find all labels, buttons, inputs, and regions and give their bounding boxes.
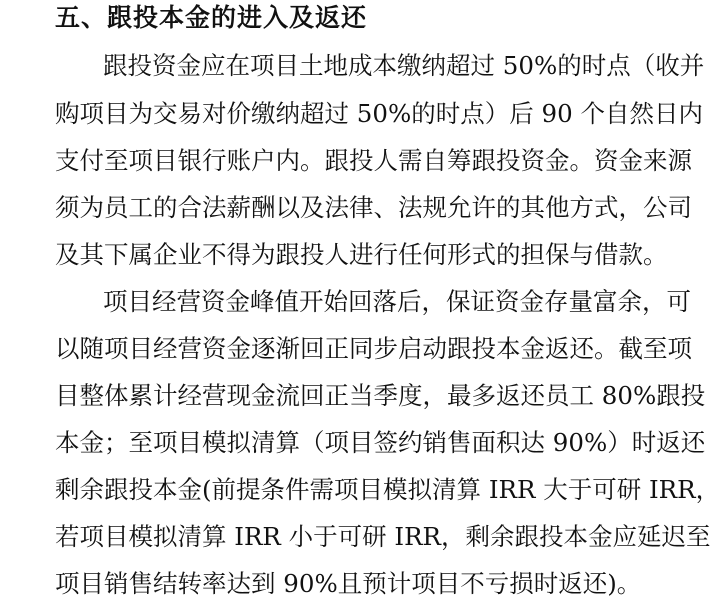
section-heading: 五、跟投本金的进入及返还 — [55, 3, 368, 32]
paragraph-2-line-7: 项目销售结转率达到 90%且预计项目不亏损时返还)。 — [55, 569, 642, 598]
paragraph-2-line-5: 剩余跟投本金(前提条件需项目模拟清算 IRR 大于可研 IRR， — [55, 475, 720, 504]
paragraph-2-line-6: 若项目模拟清算 IRR 小于可研 IRR，剩余跟投本金应延迟至 — [55, 522, 711, 551]
paragraph-1-line-2: 购项目为交易对价缴纳超过 50%的时点）后 90 个自然日内 — [55, 99, 703, 128]
paragraph-1-line-3: 支付至项目银行账户内。跟投人需自筹跟投资金。资金来源 — [55, 146, 692, 175]
paragraph-2-line-4: 本金；至项目模拟清算（项目签约销售面积达 90%）时返还 — [55, 428, 706, 457]
paragraph-1-line-4: 须为员工的合法薪酬以及法律、法规允许的其他方式，公司 — [55, 193, 692, 222]
paragraph-1-line-5: 及其下属企业不得为跟投人进行任何形式的担保与借款。 — [55, 240, 668, 269]
paragraph-2-line-2: 以随项目经营资金逐渐回正同步启动跟投本金返还。截至项 — [55, 334, 692, 363]
paragraph-1-line-1: 跟投资金应在项目土地成本缴纳超过 50%的时点（收并 — [103, 51, 705, 80]
paragraph-2-line-3: 目整体累计经营现金流回正当季度，最多返还员工 80%跟投 — [55, 381, 706, 410]
paragraph-2-line-1: 项目经营资金峰值开始回落后，保证资金存量富余，可 — [103, 287, 691, 316]
